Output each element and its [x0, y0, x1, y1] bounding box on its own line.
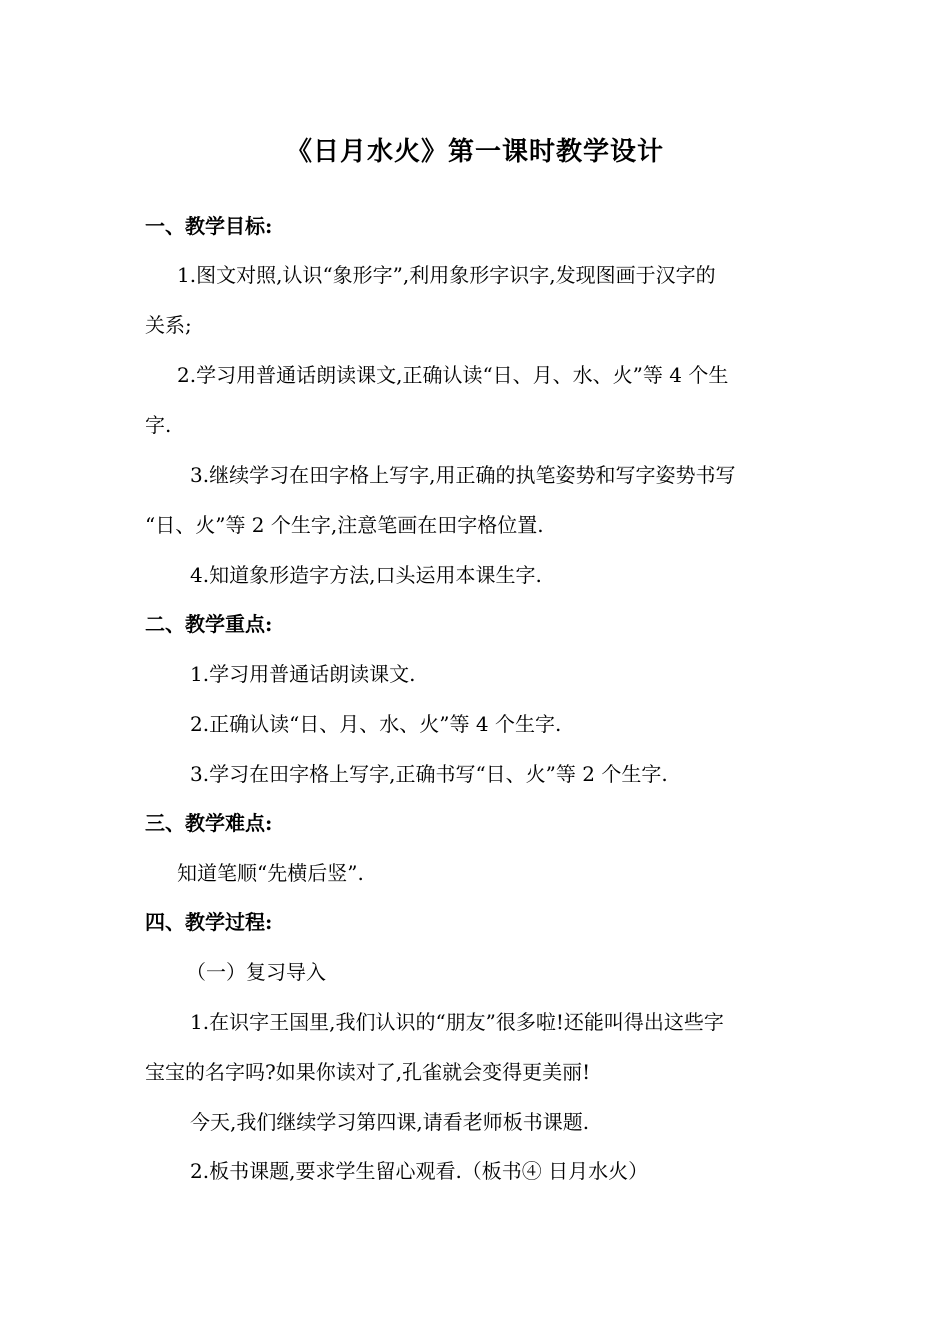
- key-point-2: 2.正确认读“日、月、水、火”等 4 个生字.: [190, 712, 562, 736]
- process-paragraph-1-line-2: 宝宝的名字吗?如果你读对了,孔雀就会变得更美丽!: [145, 1060, 591, 1084]
- objective-3-line-2: “日、火”等 2 个生字,注意笔画在田字格位置.: [145, 513, 544, 537]
- objective-2-line-2: 字.: [145, 413, 172, 437]
- section-heading-process: 四、教学过程:: [145, 910, 273, 934]
- objective-1-line-1: 1.图文对照,认识“象形字”,利用象形字识字,发现图画于汉字的: [177, 263, 716, 287]
- section-heading-objectives: 一、教学目标:: [145, 214, 273, 238]
- section-heading-key-points: 二、教学重点:: [145, 612, 273, 636]
- key-point-3: 3.学习在田字格上写字,正确书写“日、火”等 2 个生字.: [190, 762, 668, 786]
- process-subheading-review: （一）复习导入: [186, 960, 326, 984]
- key-point-1: 1.学习用普通话朗读课文.: [190, 662, 416, 686]
- difficulty-text: 知道笔顺“先横后竖”.: [177, 861, 364, 885]
- document-title: 《日月水火》第一课时教学设计: [285, 137, 664, 167]
- objective-3-line-1: 3.继续学习在田字格上写字,用正确的执笔姿势和写字姿势书写: [190, 463, 736, 487]
- process-paragraph-2: 今天,我们继续学习第四课,请看老师板书课题.: [190, 1110, 590, 1134]
- objective-4: 4.知道象形造字方法,口头运用本课生字.: [190, 563, 542, 587]
- objective-2-line-1: 2.学习用普通话朗读课文,正确认读“日、月、水、火”等 4 个生: [177, 363, 729, 387]
- process-paragraph-1-line-1: 1.在识字王国里,我们认识的“朋友”很多啦!还能叫得出这些字: [190, 1010, 724, 1034]
- objective-1-line-2: 关系;: [145, 313, 192, 337]
- section-heading-difficulties: 三、教学难点:: [145, 811, 273, 835]
- process-paragraph-3: 2.板书课题,要求学生留心观看.（板书④ 日月水火）: [190, 1159, 649, 1183]
